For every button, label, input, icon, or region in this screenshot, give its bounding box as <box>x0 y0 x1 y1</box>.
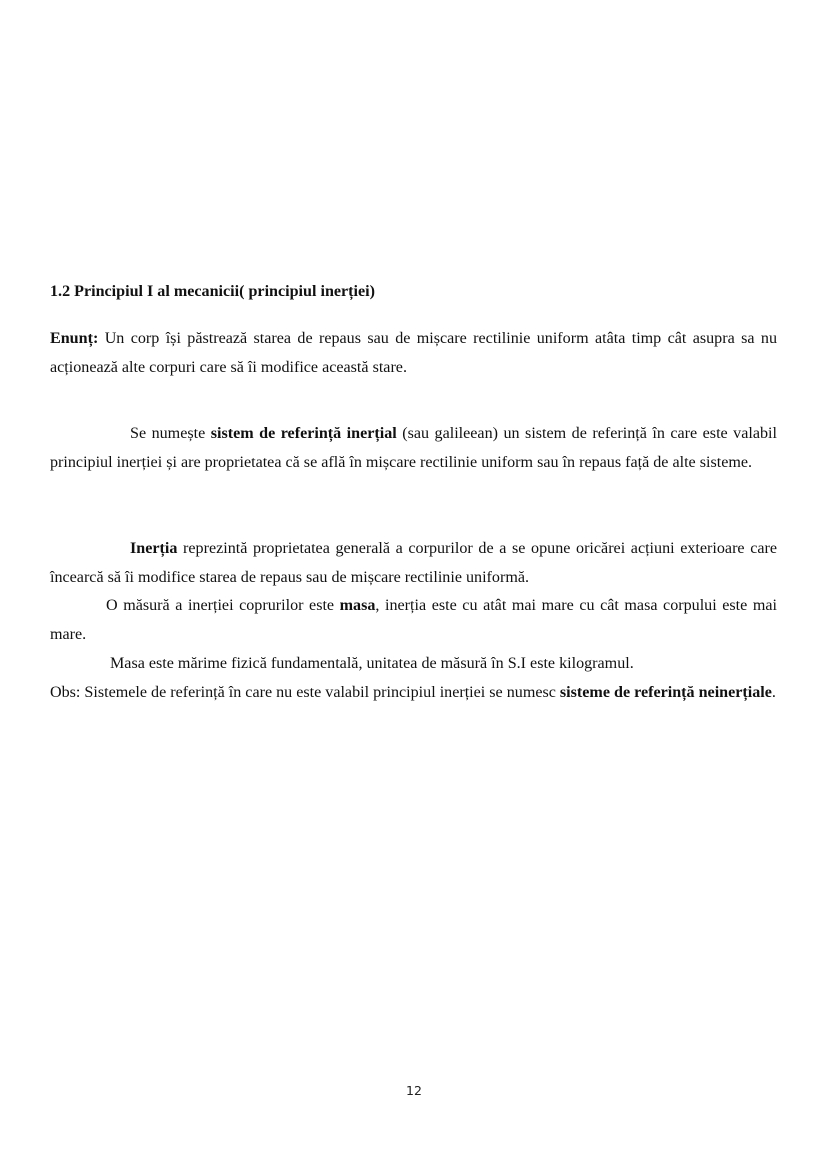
mass-measure-post: , inerția este cu atât mai mare cu cât masa corpului este mai mare. <box>50 597 777 643</box>
inertia-definition-paragraph <box>50 535 777 593</box>
page-number: 12 <box>406 1083 422 1098</box>
mass-measure-pre: O măsură a inerției coprurilor este <box>106 597 340 614</box>
mass-term: masa <box>339 597 376 614</box>
mass-unit-paragraph: Masa este mărime fizică fundamentală, unitatea de măsură în S.I este kilogramul. <box>110 655 634 672</box>
inertial-frame-pre: Se numește <box>130 425 211 442</box>
observation-pre: Obs: Sistemele de referință în care nu este valabil principiul inerției se numesc <box>50 684 560 701</box>
statement-label: Enunț: <box>50 330 99 347</box>
observation-post: . <box>771 684 776 701</box>
non-inertial-term: sisteme de referință neinerțiale <box>559 684 772 701</box>
statement-text: Un corp își păstrează starea de repaus sau de mișcare rectilinie uniform atâta timp cât asupra sa nu acționează alte corpuri care să îi modifice această stare. <box>50 330 777 376</box>
inertial-frame-term: sistem de referință inerțial <box>210 425 397 442</box>
observation-paragraph <box>50 679 777 708</box>
inertial-frame-paragraph <box>50 420 777 478</box>
inertia-definition-text: reprezintă proprietatea generală a corpurilor de a se opune oricărei acțiuni exterioare care încearcă să îi modifice starea de repaus sau de mișcare rectilinie uniformă. <box>50 540 777 586</box>
statement-paragraph <box>50 325 777 383</box>
inertial-frame-post: (sau galileean) un sistem de referință în care este valabil principiul inerției și are proprietatea că se află în mișcare rectilinie uniform sau în repaus față de alte sisteme. <box>50 425 777 471</box>
mass-measure-paragraph <box>50 592 777 650</box>
inertia-term: Inerția <box>130 540 178 557</box>
section-heading: 1.2 Principiul I al mecanicii( principiul inerției) <box>50 283 375 300</box>
